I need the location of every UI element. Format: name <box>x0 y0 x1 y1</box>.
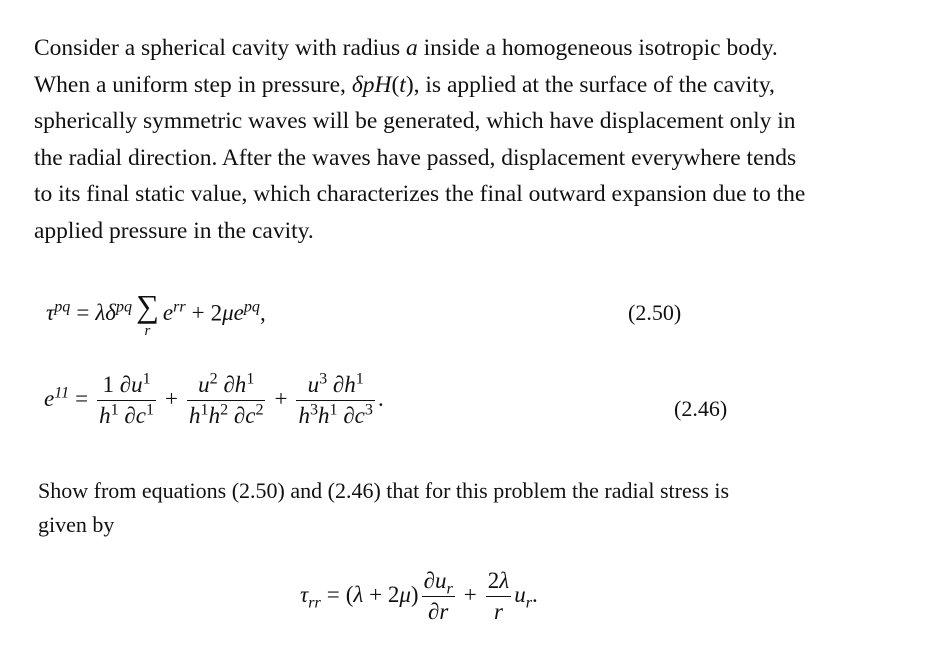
fraction-term-3: $\frac{u^3 \partial h^1}{h^3h^1 \partial c^3}$ <box>298 370 373 428</box>
summation-symbol: ∑ r <box>136 288 159 339</box>
equation-2-46: $e^{11}$ = $\frac{1 \partial u^1}{h^1 \partial c^1}$ + $\frac{u^2 \partial h^1}{h^1h^2 \partial c^2}$ + $\frac{u^3 \partial h^1}{h^3h^1 \partial c^3}$ . <box>44 370 384 428</box>
radial-stress-equation: $\tau_{rr} = (\lambda + 2\mu)$ $\frac{\partial u_r}{\partial r}$ + $\frac{2\lambda}{r}$ $u_r$. <box>300 568 538 624</box>
intro-line-5: to its final static value, which characterizes the final outward expansion due to the <box>34 181 806 207</box>
equation-number-2-46: (2.46) <box>674 396 728 421</box>
intro-line-6: applied pressure in the cavity. <box>34 217 314 244</box>
radius-symbol: a <box>405 35 418 61</box>
intro-line-1: Consider a spherical cavity with radius a inside a homogeneous isotropic body. <box>34 35 778 61</box>
problem-line-2: given by <box>38 512 115 537</box>
intro-line-3: spherically symmetric waves will be generated, which have displacement only in <box>34 108 796 134</box>
fraction-dudr: $\frac{\partial u_r}{\partial r}$ <box>423 568 453 624</box>
intro-line-2: When a uniform step in pressure, δpH(t), is applied at the surface of the cavity, <box>34 71 775 98</box>
intro-line-4: the radial direction. After the waves have passed, displacement everywhere tends <box>34 144 797 171</box>
fraction-term-2: $\frac{u^2 \partial h^1}{h^1h^2 \partial c^2}$ <box>189 370 264 428</box>
problem-line-1: Show from equations (2.50) and (2.46) that for this problem the radial stress is <box>38 478 730 503</box>
fraction-term-1: $\frac{1 \partial u^1}{h^1 \partial c^1}$ <box>99 370 155 428</box>
pressure-step-symbol: δpH <box>351 71 392 98</box>
intro-paragraph <box>34 30 914 249</box>
fraction-2lambda-r: $\frac{2\lambda}{r}$ <box>487 568 510 624</box>
problem-paragraph <box>38 474 898 542</box>
equation-number-2-50: (2.50) <box>628 300 682 325</box>
equation-2-50: $\tau^{pq} = \lambda\delta^{pq}$ ∑ r $e^{rr} + 2\mu e^{pq}$, <box>46 288 266 339</box>
